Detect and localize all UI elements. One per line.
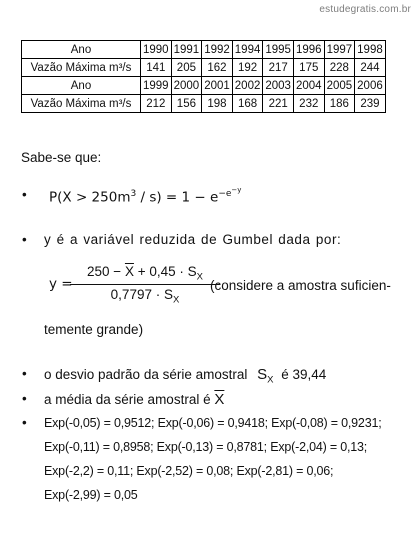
table-cell: 156: [171, 95, 202, 113]
table-cell: 2006: [355, 77, 386, 95]
table-cell: 186: [324, 95, 355, 113]
flow-data-table: [21, 40, 386, 113]
std-text: o desvio padrão da série amostral $S_X$ é 39,44: [44, 366, 327, 386]
table-cell: 1992: [202, 41, 233, 59]
table-cell: 168: [232, 95, 263, 113]
row-header: Ano: [22, 77, 141, 95]
watermark: estudegratis.com.br: [319, 4, 411, 15]
table-cell: 162: [202, 59, 233, 77]
table-cell: 221: [263, 95, 294, 113]
table-cell: 141: [141, 59, 172, 77]
prob-exp2: −e−y: [218, 186, 242, 199]
intro-text: Sabe-se que:: [21, 150, 102, 165]
table-cell: 2005: [324, 77, 355, 95]
gumbel-lhs: y =: [49, 276, 73, 292]
table-row: [22, 41, 386, 59]
mean-text: a média da série amostral é $\overline{X}$: [44, 391, 225, 408]
table-row: [22, 59, 386, 77]
table-cell: 1990: [141, 41, 172, 59]
bullet-dot: •: [22, 366, 27, 381]
table-cell: 1997: [324, 41, 355, 59]
table-cell: 228: [324, 59, 355, 77]
table-cell: 2002: [232, 77, 263, 95]
table-row: [22, 95, 386, 113]
row-header: Ano: [22, 41, 141, 59]
exp-line-4: Exp(-2,99) = 0,05: [44, 488, 138, 502]
gumbel-denominator: $0,7797 \cdot S_X$: [110, 287, 180, 306]
table-cell: 1991: [171, 41, 202, 59]
gumbel-note-cont: temente grande): [44, 322, 144, 337]
table-cell: 2003: [263, 77, 294, 95]
gumbel-numerator: $250 - \overline{X} + 0,45 \cdot S_X$: [87, 264, 203, 283]
prob-lhs: P(X > 250m: [49, 189, 131, 206]
row-header: Vazão Máxima m³/s: [22, 95, 141, 113]
table-cell: 244: [355, 59, 386, 77]
table-cell: 192: [232, 59, 263, 77]
table-cell: 217: [263, 59, 294, 77]
table-cell: 2000: [171, 77, 202, 95]
bullet-dot: •: [22, 187, 27, 202]
exp-line-2: Exp(-0,11) = 0,8958; Exp(-0,13) = 0,8781; Exp(-2,04) = 0,13;: [44, 440, 368, 454]
table-cell: 232: [293, 95, 324, 113]
gumbel-note: (considere a amostra suficien-: [210, 278, 391, 293]
table-cell: 1998: [355, 41, 386, 59]
bullet-dot: •: [22, 232, 27, 247]
table-cell: 2004: [293, 77, 324, 95]
probability-formula: [49, 186, 241, 206]
prob-mid: / s) = 1 − e: [136, 189, 219, 206]
table-cell: 198: [202, 95, 233, 113]
table-cell: 1995: [263, 41, 294, 59]
exp-line-3: Exp(-2,2) = 0,11; Exp(-2,52) = 0,08; Exp(-2,81) = 0,06;: [44, 464, 334, 478]
table-cell: 1994: [232, 41, 263, 59]
bullet-dot: •: [22, 391, 27, 406]
row-header: Vazão Máxima m³/s: [22, 59, 141, 77]
fraction-bar: [70, 284, 220, 285]
table-cell: 175: [293, 59, 324, 77]
table-cell: 205: [171, 59, 202, 77]
bullet-dot: •: [22, 415, 27, 430]
gumbel-intro: y é a variável reduzida de Gumbel dada por:: [44, 232, 342, 247]
table-cell: 212: [141, 95, 172, 113]
table-cell: 2001: [202, 77, 233, 95]
table-cell: 239: [355, 95, 386, 113]
table-cell: 1996: [293, 41, 324, 59]
table-row: [22, 77, 386, 95]
prob-exp: 3: [130, 189, 137, 199]
table-cell: 1999: [141, 77, 172, 95]
exp-line-1: Exp(-0,05) = 0,9512; Exp(-0,06) = 0,9418; Exp(-0,08) = 0,9231;: [44, 416, 382, 430]
